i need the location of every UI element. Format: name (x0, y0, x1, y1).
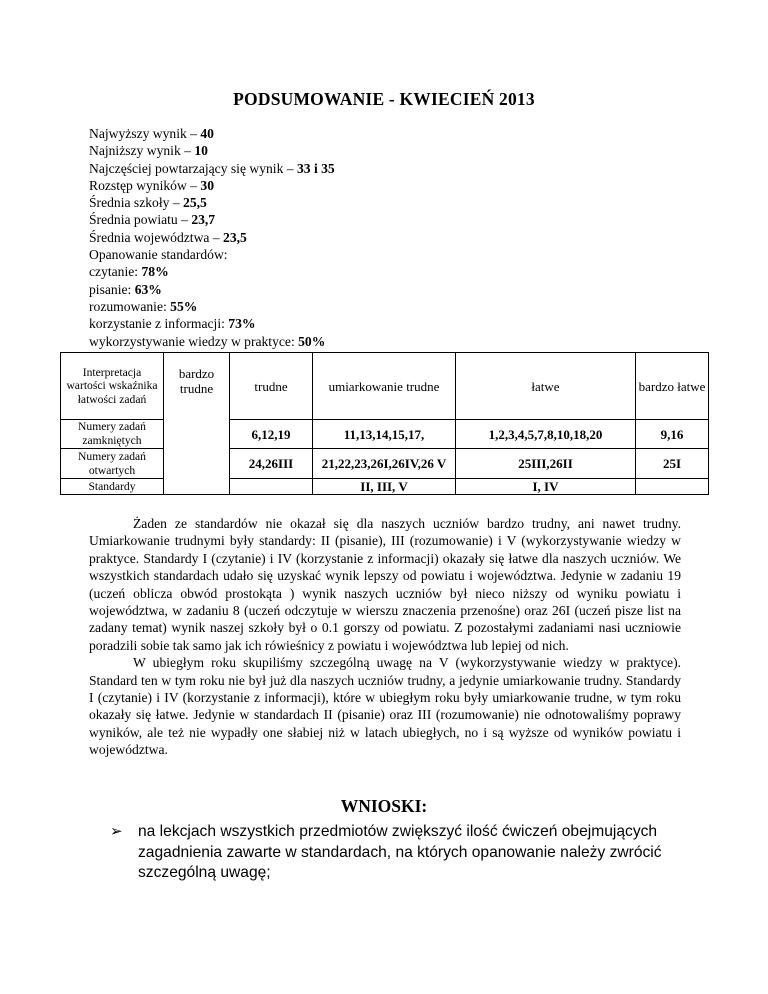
stat-value: 10 (194, 143, 208, 159)
stat-value: 50% (298, 333, 326, 349)
stat-label: czytanie: (89, 264, 142, 280)
paragraph: W ubiegłym roku skupiliśmy szczególną uwagę na V (wykorzystywanie wiedzy w praktyce). Standard ten w tym roku nie był już dla naszych uczniów trudny, a jedynie umiarkowanie trudny. Standardy I (czytanie) i IV (korzystanie z informacji), które w ubiegłym roku były umiarkowanie trudne, w tym roku okazały się łatwe. Jedynie w standardach II (pisanie) oraz III (rozumowanie) nie odnotowaliśmy poprawy wyników, ale też nie wypadły one słabiej niż w latach ubiegłych, no i są wyższe od wyników powiatu i województwa. (89, 655, 681, 758)
stat-value: 23,5 (223, 229, 247, 245)
stat-row (89, 298, 689, 315)
page-title: PODSUMOWANIE - KWIECIEŃ 2013 (233, 89, 535, 109)
arrow-bullet-icon: ➢ (110, 823, 123, 840)
table-row (61, 420, 709, 449)
conclusion-item (110, 822, 690, 884)
column-header: umiarkowanie trudne (313, 353, 456, 420)
stat-label: Opanowanie standardów: (89, 247, 228, 263)
stat-row (89, 246, 689, 263)
stat-value: 78% (141, 264, 169, 280)
stat-row (89, 160, 689, 177)
table-cell: 25III,26II (456, 449, 636, 479)
analysis-text (89, 515, 681, 759)
stat-row (89, 194, 689, 211)
table-cell: 21,22,23,26I,26IV,26 V (313, 449, 456, 479)
table-cell (636, 479, 709, 495)
stat-label: wykorzystywanie wiedzy w praktyce: (89, 333, 299, 349)
stat-row (89, 281, 689, 298)
stat-value: 33 i 35 (296, 160, 335, 176)
table-cell: 6,12,19 (230, 420, 313, 449)
stat-row (89, 142, 689, 159)
table-cell: 1,2,3,4,5,7,8,10,18,20 (456, 420, 636, 449)
table-row (61, 449, 709, 479)
table-cell (164, 479, 230, 495)
conclusions-heading: WNIOSKI: (340, 796, 428, 816)
stat-row (89, 263, 689, 280)
table-cell: 9,16 (636, 420, 709, 449)
table-header-row (61, 353, 709, 420)
stat-value: 23,7 (191, 212, 216, 228)
stat-row (89, 315, 689, 332)
table-cell: 25I (636, 449, 709, 479)
table-cell: 24,26III (230, 449, 313, 479)
stat-label: korzystanie z informacji: (89, 316, 229, 332)
stat-label: rozumowanie: (89, 298, 171, 314)
paragraph: Żaden ze standardów nie okazał się dla naszych uczniów bardzo trudny, ani nawet trudny. Umiarkowanie trudnymi były standardy: II (pisanie), III (rozumowanie) i V (wykorzystywanie wiedzy w praktyce. Standardy I (czytanie) i IV (korzystanie z informacji) okazały się łatwe dla naszych uczniów. We wszystkich standardach udało się uzyskać wynik lepszy od powiatu i województwa. Jedynie w zadaniu 19 (uczeń oblicza obwód prostokąta ) wynik naszych uczniów był nieco niższy od wyniku powiatu i województwa, w zadaniu 8 (uczeń odczytuje w wierszu znaczenia przenośne) oraz 26I (uczeń pisze list na zadany temat) wynik naszej szkoły był o 0.1 gorszy od powiatu. Z pozostałymi zadaniami nasi uczniowie poradzili sobie tak samo jak ich rówieśnicy z powiatu i województwa lub lepiej od nich. (89, 516, 681, 653)
column-header: bardzo trudne (164, 353, 230, 420)
stat-label: Średnia województwa – (89, 229, 224, 245)
stat-label: Średnia powiatu – (89, 212, 192, 228)
results-summary (89, 125, 689, 350)
stat-value: 25,5 (183, 195, 207, 211)
stat-label: Najczęściej powtarzający się wynik – (89, 160, 297, 176)
stat-value: 63% (134, 281, 162, 297)
stat-value: 40 (200, 126, 214, 141)
stat-row (89, 177, 689, 194)
stat-value: 55% (170, 298, 198, 314)
stat-row (89, 211, 689, 228)
table-cell: 11,13,14,15,17, (313, 420, 456, 449)
conclusion-text: na lekcjach wszystkich przedmiotów zwiększyć ilość ćwiczeń obejmujących zagadnienia zawarte w standardach, na których opanowanie należy zwrócić szczególną uwagę; (138, 823, 662, 881)
stat-label: Średnia szkoły – (89, 195, 184, 211)
stat-row (89, 125, 689, 142)
table-cell (164, 449, 230, 479)
difficulty-table (60, 352, 709, 495)
table-cell (230, 479, 313, 495)
stat-label: Najwyższy wynik – (89, 126, 201, 141)
stat-label: Rozstęp wyników – (89, 177, 201, 193)
column-header: łatwe (456, 353, 636, 420)
stat-value: 73% (228, 316, 256, 332)
stat-label: pisanie: (89, 281, 135, 297)
table-row-label: Standardy (61, 479, 164, 495)
table-row-label: Numery zadań otwartych (61, 449, 164, 479)
table-cell: II, III, V (313, 479, 456, 495)
stat-row (89, 333, 689, 350)
table-row (61, 479, 709, 495)
column-header: bardzo łatwe (636, 353, 709, 420)
table-row-label: Numery zadań zamkniętych (61, 420, 164, 449)
table-cell: I, IV (456, 479, 636, 495)
table-row-label: Interpretacja wartości wskaźnika łatwości zadań (61, 353, 164, 420)
stat-row (89, 229, 689, 246)
table-cell (164, 420, 230, 449)
stat-label: Najniższy wynik – (89, 143, 195, 159)
column-header: trudne (230, 353, 313, 420)
stat-value: 30 (200, 177, 214, 193)
